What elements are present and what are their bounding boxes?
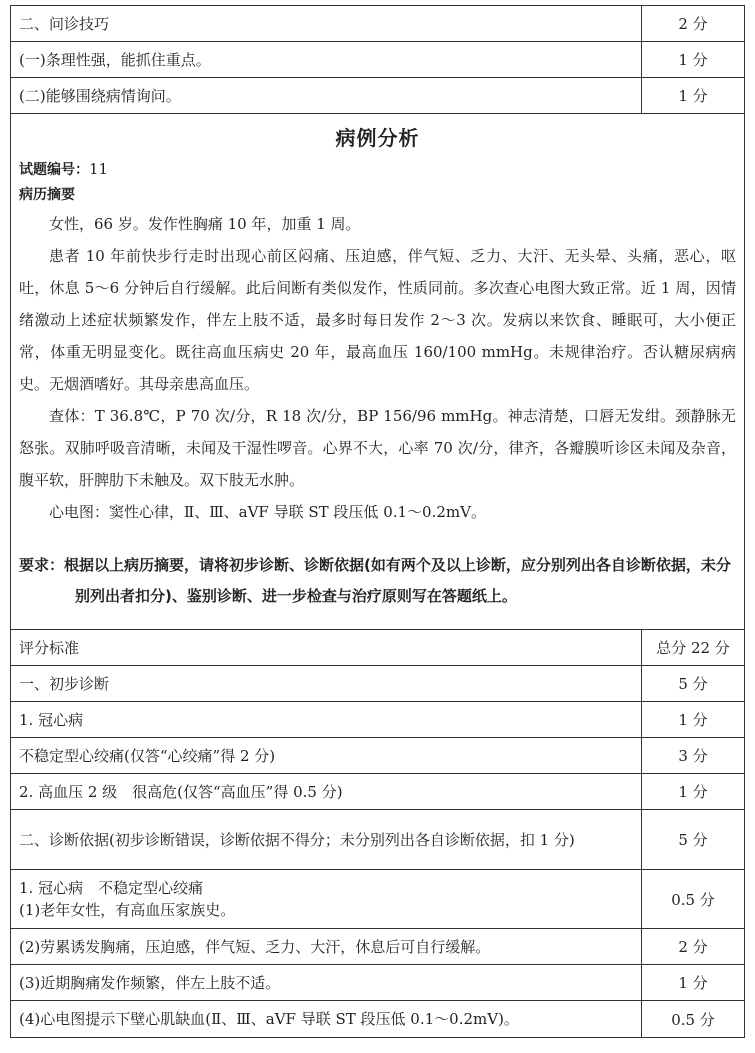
scoring-row bbox=[11, 810, 744, 870]
row-text: 不稳定型心绞痛(仅答“心绞痛”得 2 分) bbox=[11, 738, 642, 773]
row-score: 1 分 bbox=[678, 51, 708, 69]
row-text: (一)条理性强，能抓住重点。 bbox=[11, 42, 642, 77]
case-analysis-section bbox=[11, 114, 744, 630]
row-score: 0.5 分 bbox=[671, 1010, 715, 1029]
row-text: 2. 高血压 2 级 很高危(仅答“高血压”得 0.5 分) bbox=[11, 774, 642, 809]
history-present-illness: 患者 10 年前快步行走时出现心前区闷痛、压迫感，伴气短、乏力、大汗、无头晕、头痛，恶心，呕吐，休息 5～6 分钟后自行缓解。此后间断有类似发作，性质同前。多次查心电图大致正常。近 1 周，因情绪激动上述症状频繁发作，伴左上肢不适，最多时每日发作 2～3 次。发病以来饮食、睡眠可，大小便正常，体重无明显变化。既往高血压病史 20 年，最高血压 160/100 mmHg。未规律治疗。否认糖尿病病史。无烟酒嗜好。其母亲患高血压。 bbox=[19, 247, 736, 393]
row-text: (2)劳累诱发胸痛，压迫感，伴气短、乏力、大汗，休息后可自行缓解。 bbox=[11, 929, 642, 964]
question-id bbox=[19, 157, 736, 183]
row-score: 2 分 bbox=[678, 938, 708, 956]
row-text: (二)能够围绕病情询问。 bbox=[11, 78, 642, 113]
physical-exam: 查体：T 36.8℃，P 70 次/分，R 18 次/分，BP 156/96 mmHg。神志清楚，口唇无发绀。颈静脉无怒张。双肺呼吸音清晰，未闻及干湿性啰音。心界不大，心率 70 次/分，律齐，各瓣膜听诊区未闻及杂音，腹平软，肝脾肋下未触及。双下肢无水肿。 bbox=[19, 407, 736, 489]
scoring-row bbox=[11, 702, 744, 738]
scoring-header-label: 评分标准 bbox=[11, 630, 642, 665]
row-text: (3)近期胸痛发作频繁，伴左上肢不适。 bbox=[11, 965, 642, 1000]
row-text: 一、初步诊断 bbox=[11, 666, 642, 701]
row-score: 2 分 bbox=[678, 15, 708, 33]
row-score: 1 分 bbox=[678, 87, 708, 105]
question-id-value: 11 bbox=[89, 160, 109, 178]
row-score: 1 分 bbox=[678, 711, 708, 729]
scoring-row bbox=[11, 666, 744, 702]
scoring-row bbox=[11, 774, 744, 810]
scoring-header-row bbox=[11, 630, 744, 666]
row-text-line2: (1)老年女性，有高血压家族史。 bbox=[19, 901, 236, 919]
scoring-row bbox=[11, 870, 744, 929]
scoring-row bbox=[11, 1001, 744, 1037]
scoring-row bbox=[11, 965, 744, 1001]
chief-complaint: 女性，66 岁。发作性胸痛 10 年，加重 1 周。 bbox=[49, 215, 361, 233]
row-score: 3 分 bbox=[678, 747, 708, 765]
skills-row bbox=[11, 6, 744, 42]
scoring-row bbox=[11, 738, 744, 774]
row-text: (4)心电图提示下壁心肌缺血(Ⅱ、Ⅲ、aVF 导联 ST 段压低 0.1～0.2mV)。 bbox=[11, 1001, 642, 1037]
row-text-multiline bbox=[11, 870, 642, 928]
question-id-label: 试题编号： bbox=[19, 162, 89, 178]
row-score: 0.5 分 bbox=[671, 890, 715, 909]
skills-row bbox=[11, 78, 744, 114]
ecg-result: 心电图：窦性心律，Ⅱ、Ⅲ、aVF 导联 ST 段压低 0.1～0.2mV。 bbox=[49, 503, 486, 521]
scoring-row bbox=[11, 929, 744, 965]
answer-sheet-document bbox=[10, 5, 745, 1038]
scoring-total: 总分 22 分 bbox=[656, 639, 730, 657]
skills-row bbox=[11, 42, 744, 78]
summary-label: 病历摘要 bbox=[19, 187, 75, 203]
row-score: 5 分 bbox=[678, 831, 708, 849]
row-text-line1: 1. 冠心病 不稳定型心绞痛 bbox=[19, 879, 204, 897]
case-title: 病例分析 bbox=[335, 126, 420, 150]
requirement-text: 要求：根据以上病历摘要，请将初步诊断、诊断依据(如有两个及以上诊断，应分别列出各自诊断依据，未分别列出者扣分)、鉴别诊断、进一步检查与治疗原则写在答题纸上。 bbox=[19, 556, 731, 605]
row-score: 5 分 bbox=[678, 675, 708, 693]
row-text: 1. 冠心病 bbox=[11, 702, 642, 737]
row-text: 二、问诊技巧 bbox=[11, 6, 642, 41]
row-score: 1 分 bbox=[678, 974, 708, 992]
row-score: 1 分 bbox=[678, 783, 708, 801]
row-text: 二、诊断依据(初步诊断错误，诊断依据不得分；未分别列出各自诊断依据，扣 1 分) bbox=[11, 810, 642, 869]
